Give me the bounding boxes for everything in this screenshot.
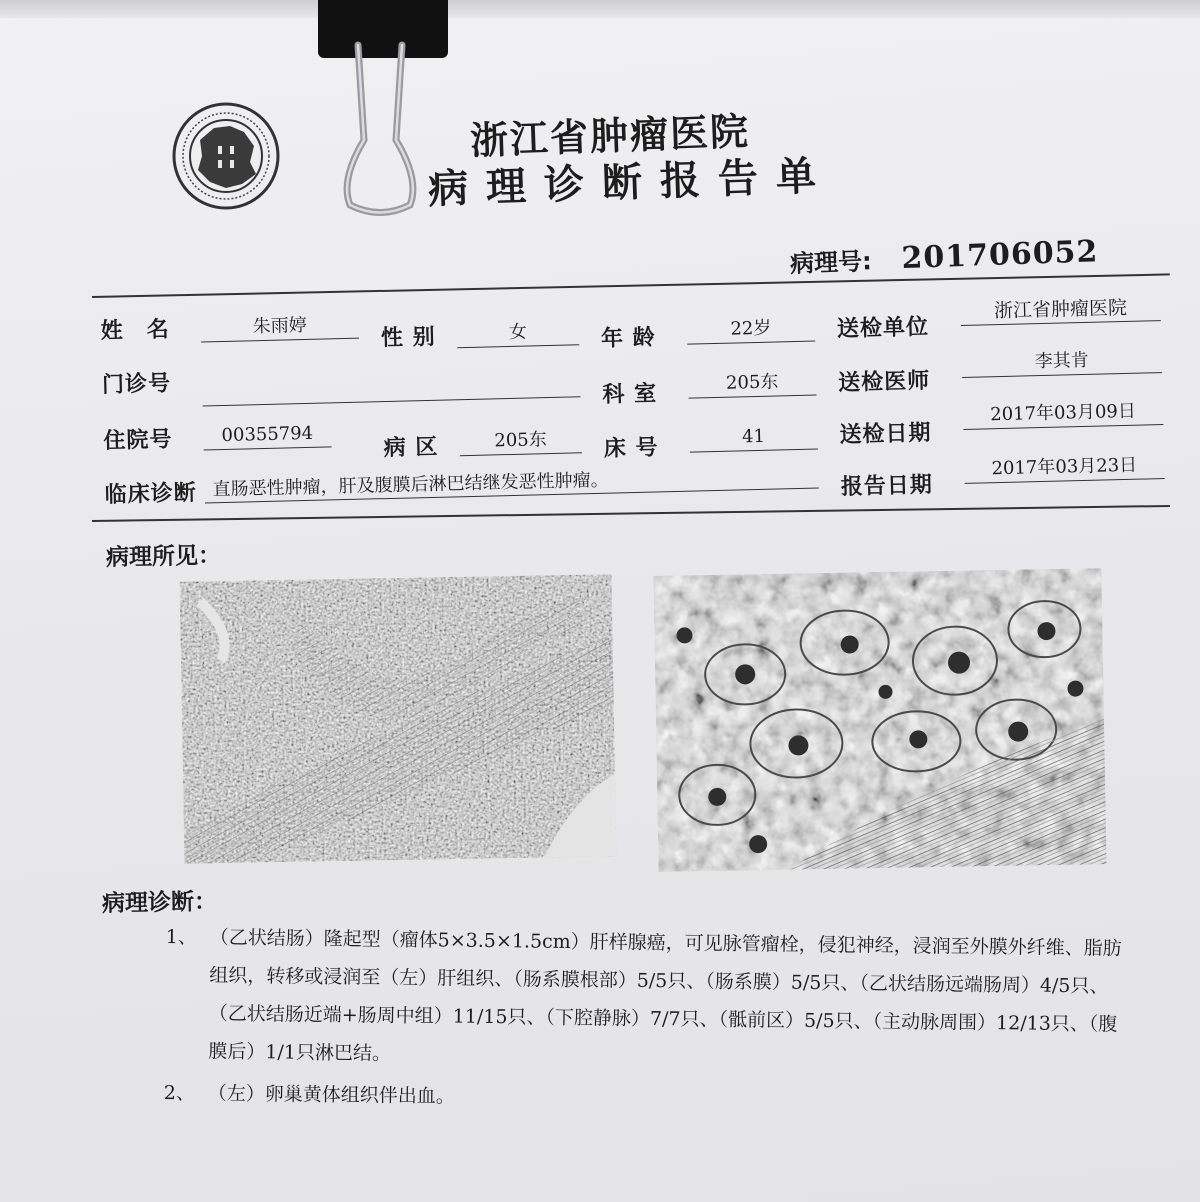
ward-value: 205东	[459, 428, 582, 456]
dept-label: 科 室	[602, 381, 658, 408]
diagnosis-item-1	[164, 918, 1126, 1082]
diagnosis-text	[164, 918, 1126, 1124]
clinical-value: 直肠恶性肿瘤，肝及腹膜后淋巴结继发恶性肿瘤。	[204, 465, 818, 504]
patient-info-block	[100, 274, 1185, 510]
bed-label: 床 号	[603, 435, 659, 462]
gender-value: 女	[457, 320, 580, 348]
pathology-number	[789, 233, 1099, 279]
micrograph-high-power	[653, 568, 1106, 872]
pathology-number-label: 病理号:	[789, 247, 873, 278]
send-unit-value: 浙江省肿瘤医院	[960, 296, 1161, 326]
diagnosis-item-2-number: 2、	[163, 1081, 196, 1105]
gender-label: 性 别	[380, 324, 436, 352]
inpatient-value: 00355794	[203, 422, 332, 450]
hospital-seal-icon	[170, 100, 282, 212]
ward-label: 病 区	[383, 434, 439, 462]
outpatient-value	[202, 372, 580, 406]
findings-title: 病理所见：	[105, 542, 222, 572]
diagnosis-item-2	[164, 1074, 1124, 1124]
binder-clip-wire-icon	[330, 40, 430, 230]
send-unit-label: 送检单位	[836, 314, 930, 342]
outpatient-label: 门诊号	[101, 371, 172, 398]
report-date-label: 报告日期	[840, 472, 934, 500]
report-title: 病理诊断报告单	[427, 152, 835, 213]
diagnosis-item-2-text: （左）卵巢黄体组织伴出血。	[207, 1082, 455, 1108]
diagnosis-item-1-text: （乙状结肠）隆起型（瘤体5×3.5×1.5cm）肝样腺癌，可见脉管瘤栓，侵犯神经，浸润至外膜外纤维、脂肪组织，转移或浸润至（左）肝组织、（肠系膜根部）5/5只、（肠系膜）5/5只、（乙状结肠远端肠周）4/5只、（乙状结肠近端+肠周中组）11/15只、（下腔静脉）7/7只、（骶前区）5/5只、（主动脉周围）12/13只、（腹膜后）1/1只淋巴结。	[208, 926, 1122, 1065]
bed-value: 41	[689, 425, 818, 453]
micrograph-low-power	[180, 574, 617, 863]
name-value: 朱雨婷	[200, 314, 359, 343]
diagnosis-item-1-number: 1、	[165, 925, 197, 949]
send-date-value: 2017年03月09日	[963, 400, 1164, 430]
report-date-value: 2017年03月23日	[964, 454, 1165, 484]
top-edge	[0, 0, 1200, 18]
inpatient-label: 住院号	[103, 427, 173, 454]
age-label: 年 龄	[600, 325, 657, 352]
diagnosis-title: 病理诊断：	[101, 888, 218, 918]
hospital-name: 浙江省肿瘤医院	[469, 109, 751, 163]
dept-value: 205东	[688, 371, 817, 399]
section-rule	[92, 505, 1170, 522]
send-date-label: 送检日期	[839, 420, 932, 448]
age-value: 22岁	[687, 317, 816, 345]
pathology-number-value: 201706052	[900, 234, 1099, 277]
clinical-label: 临床诊断	[104, 480, 198, 508]
doctor-label: 送检医师	[837, 368, 931, 396]
doctor-value: 李其肯	[962, 348, 1163, 378]
name-label: 姓 名	[100, 317, 171, 344]
